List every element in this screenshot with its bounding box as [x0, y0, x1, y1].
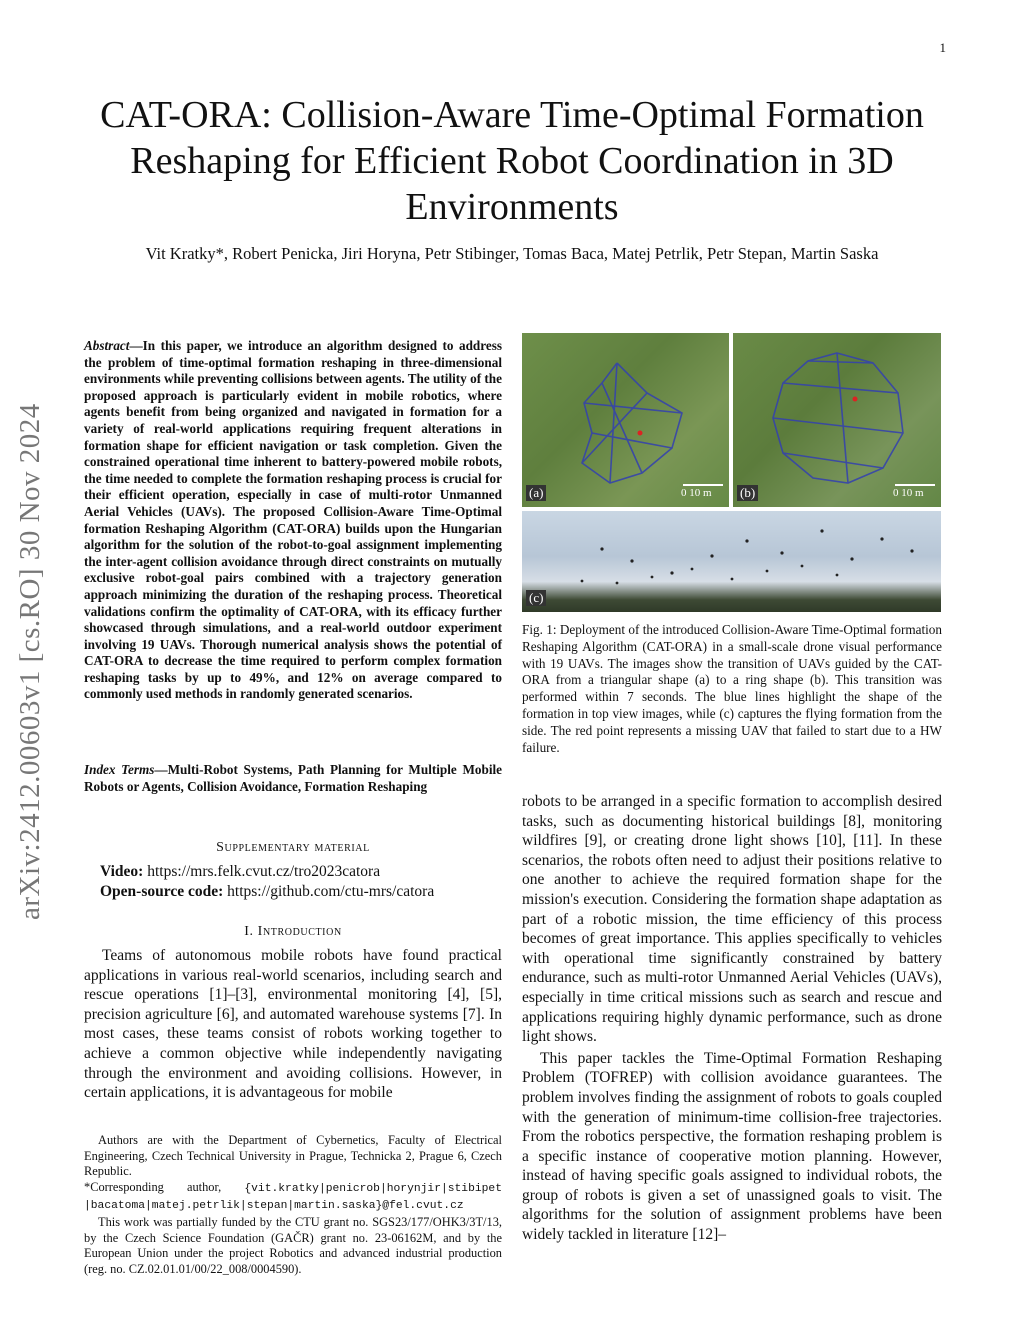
fig-label-c: (c): [526, 590, 546, 606]
missing-uav-marker: [638, 431, 643, 436]
figure-b-ring: [733, 333, 941, 507]
right-column-text: [522, 792, 942, 1245]
index-terms: [84, 762, 502, 795]
fig-label-b: (b): [737, 485, 758, 501]
figure-c-side-view: [522, 511, 941, 612]
formation-ring-graphic: [733, 333, 941, 507]
video-label: Video:: [100, 863, 144, 880]
abstract-text: —In this paper, we introduce an algorithm designed to address the problem of time-optimal formation reshaping in three-dimensional environments while preventing collisions between agents. The utility of the proposed approach is particularly evident in mobile robotics, where agents benefit from being organized and navigated in formation for a variety of real-world applications requiring frequent alterations in formation shape for efficient navigation or task completion. Given the constrained operational time inherent to battery-powered mobile robots, the time needed to complete the formation reshaping process is crucial for their efficient operation, especially in case of multi-rotor Unmanned Aerial Vehicles (UAVs). The proposed Collision-Aware Time-Optimal formation Reshaping Algorithm (CAT-ORA) builds upon the Hungarian algorithm for the solution of the robot-to-goal assignment implementing the inter-agent collision avoidance through direct constraints on mutually exclusive robot-goal pairs combined with a trajectory generation approach minimizing the duration of the reshaping process. Theoretical validations confirm the optimality of CAT-ORA, with its efficacy further showcased through simulations, and a real-world outdoor experiment involving 19 UAVs. Thorough numerical analysis shows the potential of CAT-ORA to decrease the time required to perform complex formation reshaping tasks by up to 49%, and 12% on average compared to commonly used methods in randomly generated scenarios.: [84, 338, 502, 702]
figure-caption: Fig. 1: Deployment of the introduced Collision-Aware Time-Optimal formation Reshaping Algorithm (CAT-ORA) in a small-scale drone visual performance with 19 UAVs. The images show the transition of UAVs guided by the CAT-ORA from a triangular shape (a) to a ring shape (b). This transition was performed within 7 seconds. The blue lines highlight the shape of the formation in top view images, while (c) captures the flying formation from the side. The red point represents a missing UAV that failed to start due to a HW failure.: [522, 622, 942, 755]
page-number: 1: [939, 40, 946, 55]
scale-bar-b: 0 10 m: [893, 484, 935, 499]
intro-text: [84, 946, 502, 1103]
supplementary-links: [100, 862, 500, 902]
code-label: Open-source code:: [100, 883, 224, 900]
abstract: [84, 338, 502, 703]
footnote-emails: {vit.kratky|penicrob|horynjir|stibipet |bacatoma|matej.petrlik|stepan|martin.saska}@fel.cvut.cz: [84, 1182, 502, 1213]
footnote-corresponding: *Corresponding author, {vit.kratky|penicrob|horynjir|stibipet |bacatoma|matej.petrlik|stepan|martin.saska}@fel.cvut.cz: [84, 1179, 502, 1213]
intro-paragraph: Teams of autonomous mobile robots have found practical applications in various real-world scenarios, including search and rescue operations [1]–[3], environmental monitoring [4], [5], precision agriculture [6], and automated warehouse systems [7]. In most cases, these teams consist of robots working together to achieve a common objective while independently navigating through the environment and avoiding collisions. However, in certain applications, it is advantageous for mobile: [84, 947, 502, 1102]
missing-uav-marker: [853, 397, 858, 402]
supplementary-heading: Supplementary material: [216, 840, 370, 855]
paragraph-tofrep: This paper tackles the Time-Optimal Formation Reshaping Problem (TOFREP) with collision avoidance guarantees. The problem involves finding the assignment of robots to goals coupled with the generation of minimum-time collision-free trajectories. From the robotics perspective, the formation reshaping problem is a specific instance of cooperative motion planning. However, instead of having specific goals assigned to individual robots, the group of robots is given a set of unassigned goals to visit. The algorithms for the solution of assignment problems have been widely tackled in literature [12]–: [522, 1049, 942, 1244]
figure-a-triangle: [522, 333, 729, 507]
footnotes: [84, 1133, 502, 1277]
abstract-label: Abstract: [84, 338, 130, 353]
fig-label-a: (a): [526, 485, 546, 501]
code-link[interactable]: https://github.com/ctu-mrs/catora: [227, 883, 435, 900]
footnote-funding: This work was partially funded by the CTU grant no. SGS23/177/OHK3/3T/13, by the Czech Science Foundation (GAČR) grant no. 23-06162M, and by the European Union under the project Robotics and advanced industrial production (reg. no. CZ.02.01.01/00/22_008/0004590).: [84, 1214, 502, 1276]
formation-triangle-graphic: [522, 333, 729, 507]
index-terms-label: Index Terms: [84, 762, 155, 777]
footnote-affiliation: Authors are with the Department of Cybernetics, Faculty of Electrical Engineering, Czech Technical University in Prague, Technicka 2, Prague 6, Czech Republic.: [84, 1133, 502, 1179]
arxiv-stamp: arXiv:2412.00603v1 [cs.RO] 30 Nov 2024: [14, 403, 46, 920]
scale-bar-a: 0 10 m: [681, 484, 723, 499]
paragraph-continuation: robots to be arranged in a specific formation to accomplish desired tasks, such as documenting historical buildings [8], monitoring wildfires [9], or creating drone light shows [10], [11]. In these scenarios, the robots often need to adjust their positions relative to one another to achieve the required formation shape for the mission's execution. Considering the formation shape adaptation as part of a robotic mission, the time efficiency of this process becomes of great importance. This applies specifically to vehicles with operational time significantly constrained by battery endurance, such as multi-rotor Unmanned Aerial Vehicles (UAVs), especially in time critical missions such as search and rescue and applications requiring highly dynamic performance, such as drone light shows.: [522, 793, 942, 1046]
author-list: Vit Kratky*, Robert Penicka, Jiri Horyna, Petr Stibinger, Tomas Baca, Matej Petrlik, Petr Stepan, Martin Saska: [145, 244, 879, 263]
paper-title: CAT-ORA: Collision-Aware Time-Optimal Formation Reshaping for Efficient Robot Coordination in 3D Environments: [100, 94, 924, 228]
video-link[interactable]: https://mrs.felk.cvut.cz/tro2023catora: [147, 863, 381, 880]
intro-heading: I. Introduction: [244, 924, 342, 939]
index-terms-text: —Multi-Robot Systems, Path Planning for Multiple Mobile Robots or Agents, Collision Avoidance, Formation Reshaping: [84, 762, 502, 794]
drone-formation-graphic: [522, 511, 941, 612]
